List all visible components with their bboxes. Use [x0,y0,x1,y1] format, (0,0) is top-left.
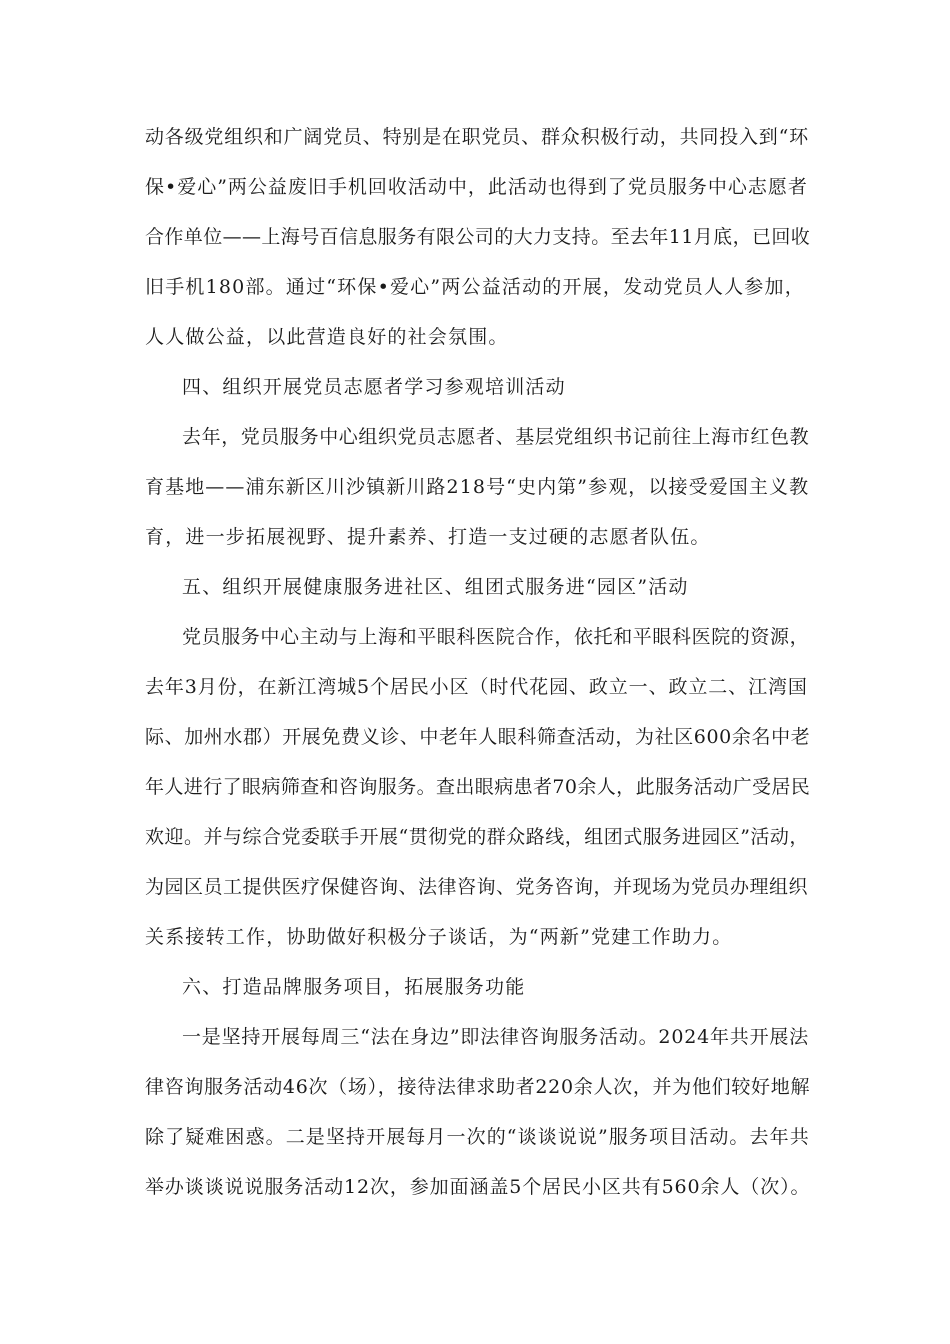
text-line: 去年，党员服务中心组织党员志愿者、基层党组织书记前往上海市红色教 [182,426,810,448]
text-line: 欢迎。并与综合党委联手开展“贯彻党的群众路线，组团式服务进园区”活动， [145,826,809,848]
text-line: 合作单位——上海号百信息服务有限公司的大力支持。至去年11月底，已回收 [145,226,811,248]
text-line: 年人进行了眼病筛查和咨询服务。查出眼病患者70余人，此服务活动广受居民 [145,776,811,798]
text-line: 育，进一步拓展视野、提升素养、打造一支过硬的志愿者队伍。 [145,526,711,548]
text-line: 举办谈谈说说服务活动12次，参加面涵盖5个居民小区共有560余人（次）。 [145,1176,811,1198]
text-line: 育基地——浦东新区川沙镇新川路218号“史内第”参观，以接受爱国主义教 [145,476,810,498]
text-line: 动各级党组织和广阔党员、特别是在职党员、群众积极行动，共同投入到“环 [145,126,809,148]
section-heading: 四、组织开展党员志愿者学习参观培训活动 [182,376,566,398]
text-line: 关系接转工作，协助做好积极分子谈话，为“两新”党建工作助力。 [145,926,733,948]
text-line: 去年3月份，在新江湾城5个居民小区（时代花园、政立一、政立二、江湾国 [145,676,808,698]
text-line: 为园区员工提供医疗保健咨询、法律咨询、党务咨询，并现场为党员办理组织 [145,876,809,898]
text-line: 律咨询服务活动46次（场），接待法律求助者220余人次，并为他们较好地解 [145,1076,811,1098]
text-line: 党员服务中心主动与上海和平眼科医院合作，依托和平眼科医院的资源， [182,626,810,648]
text-line: 除了疑难困惑。二是坚持开展每月一次的“谈谈说说”服务项目活动。去年共 [145,1126,810,1148]
text-line: 际、加州水郡）开展免费义诊、中老年人眼科筛查活动，为社区600余名中老 [145,726,811,748]
text-line: 一是坚持开展每周三“法在身边”即法律咨询服务活动。2024年共开展法 [182,1026,809,1048]
text-line: 旧手机180部。通过“环保•爱心”两公益活动的开展，发动党员人人参加， [145,276,805,298]
section-heading: 五、组织开展健康服务进社区、组团式服务进“园区”活动 [182,576,689,598]
text-line: 保•爱心”两公益废旧手机回收活动中，此活动也得到了党员服务中心志愿者 [145,176,808,198]
text-line: 人人做公益，以此营造良好的社会氛围。 [145,326,509,348]
section-heading: 六、打造品牌服务项目，拓展服务功能 [182,976,526,998]
